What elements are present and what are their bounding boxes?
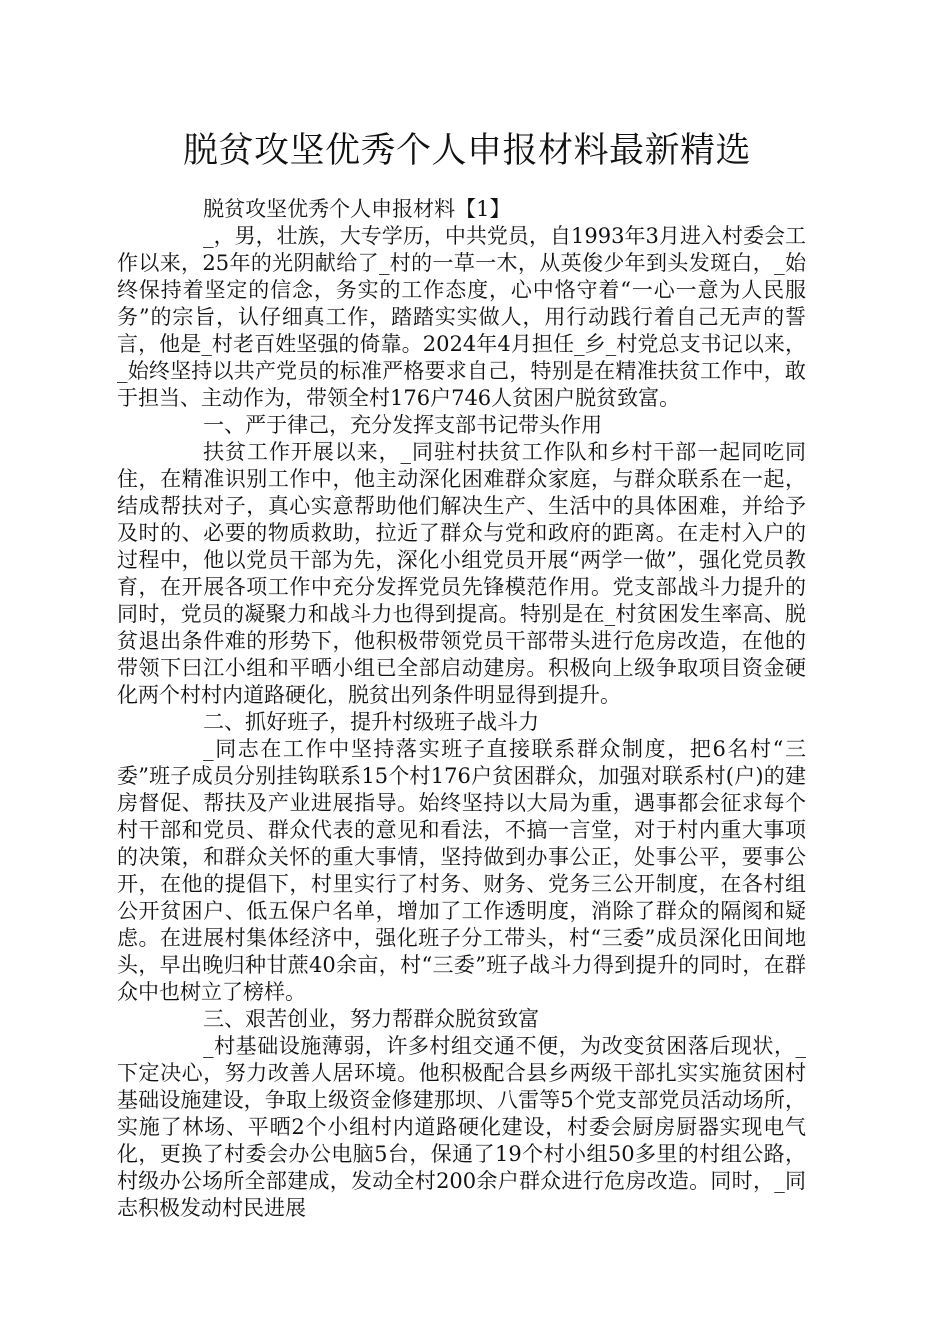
document-title: 脱贫攻坚优秀个人申报材料最新精选: [182, 131, 751, 171]
section-heading: 三、艰苦创业，努力帮群众脱贫致富: [203, 1007, 540, 1031]
body-paragraph: 扶贫工作开展以来，_同驻村扶贫工作队和乡村干部一起同吃同住，在精准识别工作中，他主动深化困难群众家庭，与群众联系在一起，结成帮扶对子，真心实意帮助他们解决生产、生活中的具体困难，并给予及时的、必要的物质救助，拉近了群众与党和政府的距离。在走村入户的过程中，他以党员干部为先，深化小组党员开展“两学一做”，强化党员教育，在开展各项工作中充分发挥党员先锋模范作用。党支部战斗力提升的同时，党员的凝聚力和战斗力也得到提高。特别是在_村贫困发生率高、脱贫退出条件难的形势下，他积极带领党员干部带头进行危房改造，在他的带领下曰江小组和平晒小组已全部启动建房。积极向上级争取项目资金硬化两个村村内道路硬化，脱贫出列条件明显得到提升。: [117, 440, 806, 707]
body-paragraph: _同志在工作中坚持落实班子直接联系群众制度，把6名村“三委”班子成员分别挂钩联系15个村176户贫困群众，加强对联系村(户)的建房督促、帮扶及产业进展指导。始终坚持以大局为重，遇事都会征求每个村干部和党员、群众代表的意见和看法，不搞一言堂，对于村内重大事项的决策，和群众关怀的重大事情，坚持做到办事公正，处事公平，要事公开，在他的提倡下，村里实行了村务、财务、党务三公开制度，在各村组公开贫困户、低五保户名单，增加了工作透明度，消除了群众的隔阂和疑虑。在进展村集体经济中，强化班子分工带头，村“三委”成员深化田间地头，早出晚归种甘蔗40余亩，村“三委”班子战斗力得到提升的同时，在群众中也树立了榜样。: [117, 737, 806, 1004]
section-heading: 脱贫攻坚优秀个人申报材料【1】: [203, 197, 511, 221]
section-heading: 二、抓好班子，提升村级班子战斗力: [203, 710, 540, 734]
body-paragraph: _村基础设施薄弱，许多村组交通不便，为改变贫困落后现状，_下定决心，努力改善人居环境。他积极配合县乡两级干部扎实实施贫困村基础设施建设，争取上级资金修建那坝、八雷等5个党支部党员活动场所，实施了林场、平晒2个小组村内道路硬化建设，村委会厨房厨器实现电气化，更换了村委会办公电脑5台，保通了19个村小组50多里的村组公路，村级办公场所全部建成，发动全村200余户群众进行危房改造。同时，_同志积极发动村民进展: [117, 1034, 806, 1220]
section-heading: 一、严于律己，充分发挥支部书记带头作用: [203, 413, 603, 437]
document-body: [117, 196, 806, 1222]
body-paragraph: _，男，壮族，大专学历，中共党员，自1993年3月进入村委会工作以来，25年的光阴献给了_村的一草一木，从英俊少年到头发斑白，_始终保持着坚定的信念，务实的工作态度，心中恪守着“一心一意为人民服务”的宗旨，认仔细真工作，踏踏实实做人，用行动践行着自己无声的誓言，他是_村老百姓坚强的倚靠。2024年4月担任_乡_村党总支书记以来，_始终坚持以共产党员的标准严格要求自己，特别是在精准扶贫工作中，敢于担当、主动作为，带领全村176户746人贫困户脱贫致富。: [117, 224, 806, 410]
